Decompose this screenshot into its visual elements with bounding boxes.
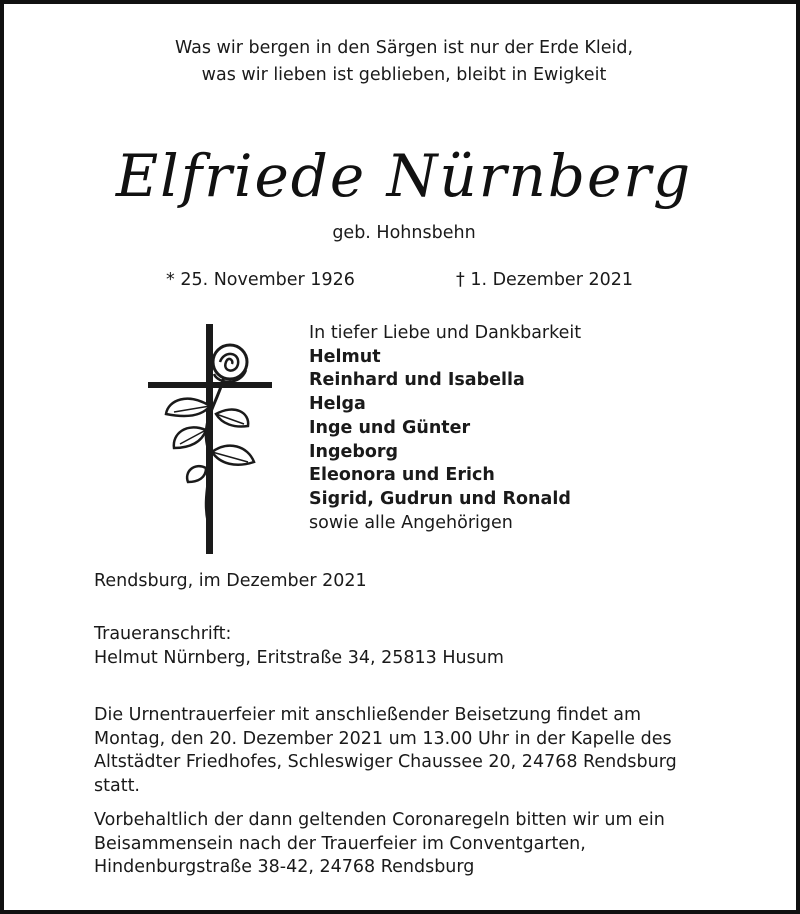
mourner-name: Eleonora und Erich	[309, 465, 495, 486]
mourner-name: Reinhard und Isabella	[309, 370, 525, 391]
notice-line: Beisammensein nach der Trauerfeier im Conventgarten,	[94, 833, 586, 854]
mourners-outro: sowie alle Angehörigen	[309, 512, 513, 533]
ceremony-line: Montag, den 20. Dezember 2021 um 13.00 Uhr in der Kapelle des	[94, 728, 672, 749]
mourner-name: Sigrid, Gudrun und Ronald	[309, 488, 571, 509]
ceremony-line: Altstädter Friedhofes, Schleswiger Chaussee 20, 24768 Rendsburg	[94, 752, 677, 772]
corona-notice	[94, 809, 665, 880]
ceremony-line: Die Urnentrauerfeier mit anschließender Beisetzung findet am	[94, 705, 642, 725]
mourning-address	[94, 623, 504, 670]
death-date: † 1. Dezember 2021	[456, 270, 633, 290]
cross-with-rose-icon	[144, 322, 276, 556]
mourner-name: Ingeborg	[309, 441, 399, 462]
mourner-name: Helga	[309, 394, 366, 415]
mourner-name: Helmut	[309, 346, 381, 367]
birth-date: * 25. November 1926	[166, 270, 355, 290]
notice-line: Vorbehaltlich der dann geltenden Coronaregeln bitten wir um ein	[94, 810, 665, 830]
mourners-list	[309, 322, 581, 535]
motto-line-2: was wir lieben ist geblieben, bleibt in Ewigkeit	[201, 65, 607, 85]
ceremony-info	[94, 704, 677, 798]
address-value: Helmut Nürnberg, Eritstraße 34, 25813 Husum	[94, 647, 504, 668]
mourners-intro: In tiefer Liebe und Dankbarkeit	[309, 323, 582, 343]
mourner-name: Inge und Günter	[309, 417, 471, 438]
notice-line: Hindenburgstraße 38-42, 24768 Rendsburg	[94, 857, 475, 877]
deceased-name: Elfriede Nürnberg	[115, 142, 693, 210]
motto-line-1: Was wir bergen in den Särgen ist nur der Erde Kleid,	[174, 38, 634, 58]
place-date: Rendsburg, im Dezember 2021	[94, 571, 367, 591]
address-label: Traueranschrift:	[94, 624, 232, 644]
maiden-name: geb. Hohnsbehn	[332, 223, 476, 243]
ceremony-line: statt.	[94, 775, 140, 796]
